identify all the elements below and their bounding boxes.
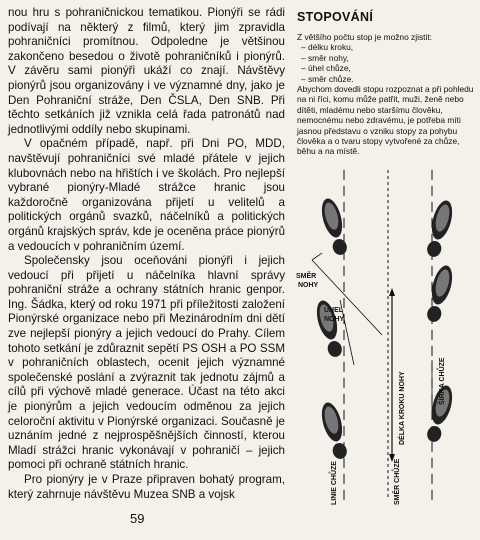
sidebar-list-item: – délku kroku, [301,42,354,53]
sidebar-list-item: – úhel chůze, [301,63,351,74]
paragraph-4 [8,473,285,502]
text-line: a politických orgánů svazků, náčelníků a politických [8,195,285,224]
text-line: Společensky jsou oceňováni pionýři i jejich [24,254,285,268]
label-uhel-nohy-1: ÚHEL [324,307,344,314]
sidebar-list [297,42,475,84]
paragraph-1 [8,6,285,137]
text-line: jednotu zájmů a cílů při výchově mladé generace. [8,370,285,399]
text-line: zakončeno besedou o životě pohraničníků i pionýrů. [8,49,285,63]
text-line: pohraničníci promítnou. Odpoledne je většinou [8,35,285,49]
footprint [423,198,455,259]
text-line: Pionýrské organizace nebo při Mezinárodním dni [8,312,266,326]
footprint [318,400,350,461]
text-line: vykonávají v pohraničí – jejich pomoci při ochraně [8,443,285,472]
text-line: rádi podívají na některý z filmů, který jim zpravidla [8,6,285,34]
text-line: jsou každoročně organizována přijetí u velitelů [8,181,285,209]
text-line: organizaci. Současně je uznáním jedné z nejprospěšnějších [8,414,285,443]
text-line: státních hranic. [109,458,189,472]
label-uhel-nohy-2: NOHY [324,316,345,323]
label-delka-kroku: DÉLKA KROKU NOHY [399,371,406,445]
sidebar-body: Abychom dovedli stopu rozpoznat a při pohledu na ni říci, komu může patřit, muži, ženě nebo dítěti, mladému nebo staršímu člověku, nemocnému nebo zdravému, je potřeba míti jasnou představu o vzniku stopy za pohybu člověka a o tvaru stopy vytvořené za chůze, běhu a na místě. [297,84,474,157]
paragraph-3 [8,254,285,473]
sidebar-intro: Z většího počtu stop je možno zjistit: [297,32,432,42]
label-smer-chuze: SMĚR CHŮZE [394,458,401,505]
text-line: nad jednotlivými oddíly nebo skupinami. [8,108,285,136]
text-line: Cílem tohoto setkání je zdůraznit sepětí PS OSH [8,327,285,355]
footprint-diagram [292,160,477,505]
page-number: 59 [130,511,145,526]
text-line: práce pionýrů a vedoucích v pohraničním území. [8,224,286,253]
text-line: odměnou za jejich celoroční aktivitu v Pionýrské [8,400,285,428]
label-smer-nohy-1: SMĚR [296,273,317,280]
text-line: navštěvují pohraničníci své mladé přátele v jejich [8,151,285,165]
footprint [318,196,350,257]
text-line: Účast na této akci je pionýrům a jejich vedoucím [8,385,285,414]
text-line: stráže a ochrany státních hranic genpor. Ing. [8,283,285,311]
text-line: dětí zve nejlepší pionýry a jejich vedoucí do Prahy. [8,312,285,341]
text-line: Šádka, který od roku 1971 při příležitosti založení [30,297,286,311]
text-line: V opačném případě, např. při Dni PO, MDD, [24,137,285,151]
sidebar-box [297,6,475,157]
text-line: a PO SSM v pohraničních oblastech, ocenit jejich [8,341,285,370]
label-sirka-chuze: ŠÍŘKA CHŮZE [439,357,446,405]
text-line: nejlepší vybrané pionýry-Mladé strážce hranic [8,166,285,195]
text-line: orgánů krajských správ, kde je oceněna [8,224,215,238]
text-line: je Den Pohraniční stráže, Den ČSLA, Den SNB. Při [8,78,285,107]
text-line: vedoucí při přijetí u náčelníka hlavní správy pohraniční [8,268,285,297]
sidebar-list-item: – směr chůze. [301,73,354,84]
text-line: pionýrů jsou organizovány i ve významné dny, jako [8,78,276,92]
text-line: klubovnách nebo na hřištích i ve školách. Pro [8,166,246,180]
text-line: Pro pionýry je v Praze připraven bohatý program, [24,473,285,486]
footprint [423,263,455,324]
label-linie-chuze: LINIE CHŮZE [331,461,338,505]
text-line: významné společenské poslání a zvýraznit tak [8,356,285,384]
main-text-column [8,6,285,502]
text-line: těchto setkáních již vznikla celá řada patronátů [8,108,266,122]
text-line: nou hru s pohraničnickou tematikou. Pionýři se [8,6,266,19]
text-line: V závěru sami pionýři ukáží co znají. Návštěvy [8,64,285,78]
sidebar-title: STOPOVÁNÍ [297,10,374,24]
text-line: činností, kterou Mladí strážci hranic [8,429,286,457]
label-smer-nohy-2: NOHY [298,282,319,289]
paragraph-2 [8,137,285,254]
sidebar-list-item: – směr nohy, [301,52,349,63]
text-line: který zahrnuje návštěvu Muzea SNB a vojsk [8,487,235,501]
